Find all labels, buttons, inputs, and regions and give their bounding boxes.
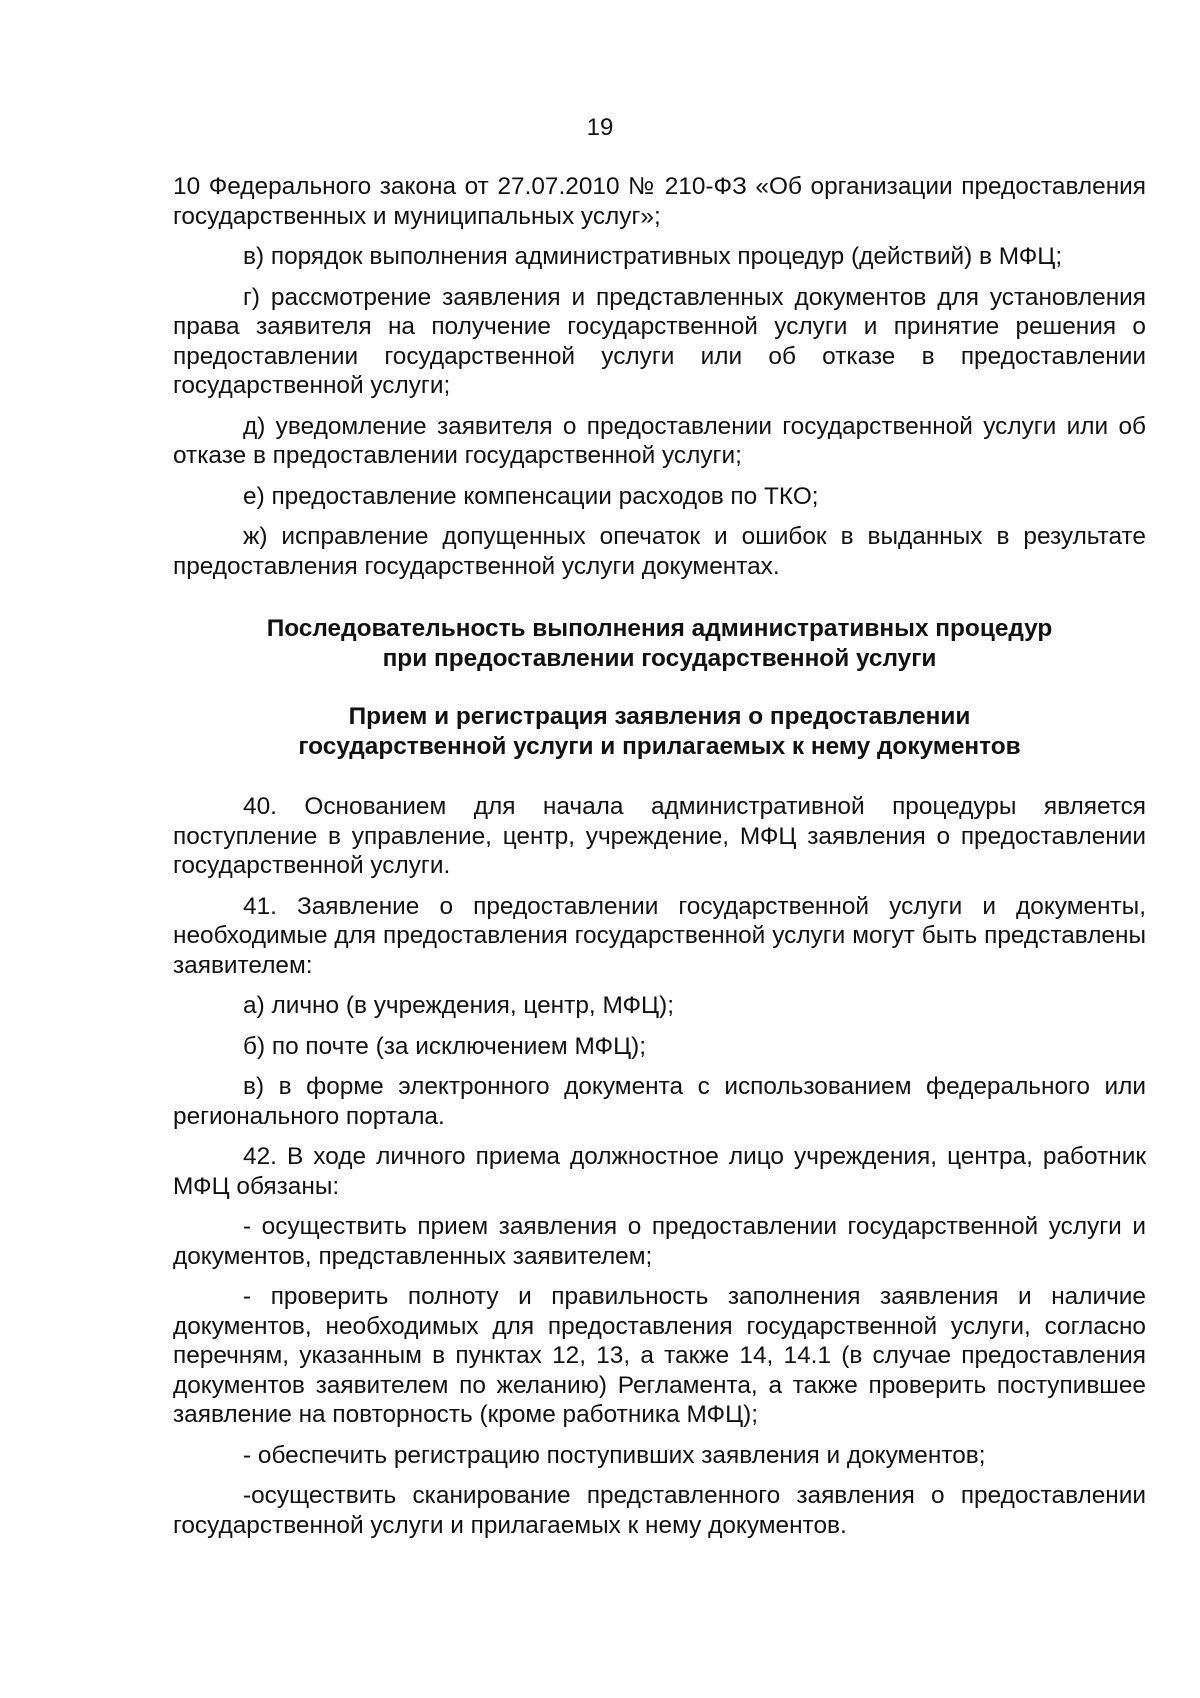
paragraph-item-zh: ж) исправление допущенных опечаток и ошибок в выданных в результате предоставления государственной услуги документах. <box>173 523 1146 580</box>
section-heading-line-2: при предоставлении государственной услуги <box>382 645 937 672</box>
subsection-heading <box>173 702 1146 762</box>
paragraph-41-a: а) лично (в учреждения, центр, МФЦ); <box>243 992 674 1019</box>
document-body <box>173 172 1146 1551</box>
subsection-heading-line-1: Прием и регистрация заявления о предоставлении <box>348 703 971 730</box>
paragraph-42-bullet-3: - обеспечить регистрацию поступивших заявления и документов; <box>243 1441 986 1469</box>
paragraph-42: 42. В ходе личного приема должностное лицо учреждения, центра, работник МФЦ обязаны: <box>173 1143 1146 1200</box>
paragraph-42-bullet-4: -осуществить сканирование представленного заявления о предоставлении государственной услуги и прилагаемых к нему документов. <box>173 1482 1146 1539</box>
paragraph-item-d: д) уведомление заявителя о предоставлении государственной услуги или об отказе в предоставлении государственной услуги; <box>173 412 1146 469</box>
paragraph-41-b: б) по почте (за исключением МФЦ); <box>243 1032 647 1060</box>
subsection-heading-line-2: государственной услуги и прилагаемых к нему документов <box>298 733 1021 760</box>
paragraph-41: 41. Заявление о предоставлении государственной услуги и документы, необходимые для предоставления государственной услуги могут быть представлены заявителем: <box>173 892 1146 979</box>
paragraph-item-g: г) рассмотрение заявления и представленных документов для установления права заявителя на получение государственной услуги и принятие решения о предоставлении государственной услуги или об отказе в предоставлении государственной услуги; <box>173 283 1146 399</box>
paragraph-42-bullet-1: - осуществить прием заявления о предоставлении государственной услуги и документов, представленных заявителем; <box>173 1213 1146 1270</box>
paragraph-item-e: е) предоставление компенсации расходов по ТКО; <box>243 482 819 510</box>
section-heading-line-1: Последовательность выполнения административных процедур <box>266 615 1053 642</box>
paragraph-40: 40. Основанием для начала административной процедуры является поступление в управление, центр, учреждение, МФЦ заявления о предоставлении государственной услуги. <box>173 793 1146 879</box>
paragraph-41-v: в) в форме электронного документа с использованием федерального или регионального портала. <box>173 1073 1146 1130</box>
paragraph-continuation: 10 Федерального закона от 27.07.2010 № 210-ФЗ «Об организации предоставления государственных и муниципальных услуг»; <box>173 173 1146 230</box>
paragraph-item-v: в) порядок выполнения административных процедур (действий) в МФЦ; <box>243 243 1063 270</box>
section-heading <box>173 614 1146 674</box>
page-number: 19 <box>586 114 614 141</box>
paragraph-42-bullet-2: - проверить полноту и правильность заполнения заявления и наличие документов, необходимых для предоставления государственной услуги, согласно перечням, указанным в пунктах 12, 13, а также 14, 14.1 (в случае предоставления документов заявителем по желанию) Регламента, а также проверить поступившее заявление на повторность (кроме работника МФЦ); <box>173 1283 1146 1428</box>
